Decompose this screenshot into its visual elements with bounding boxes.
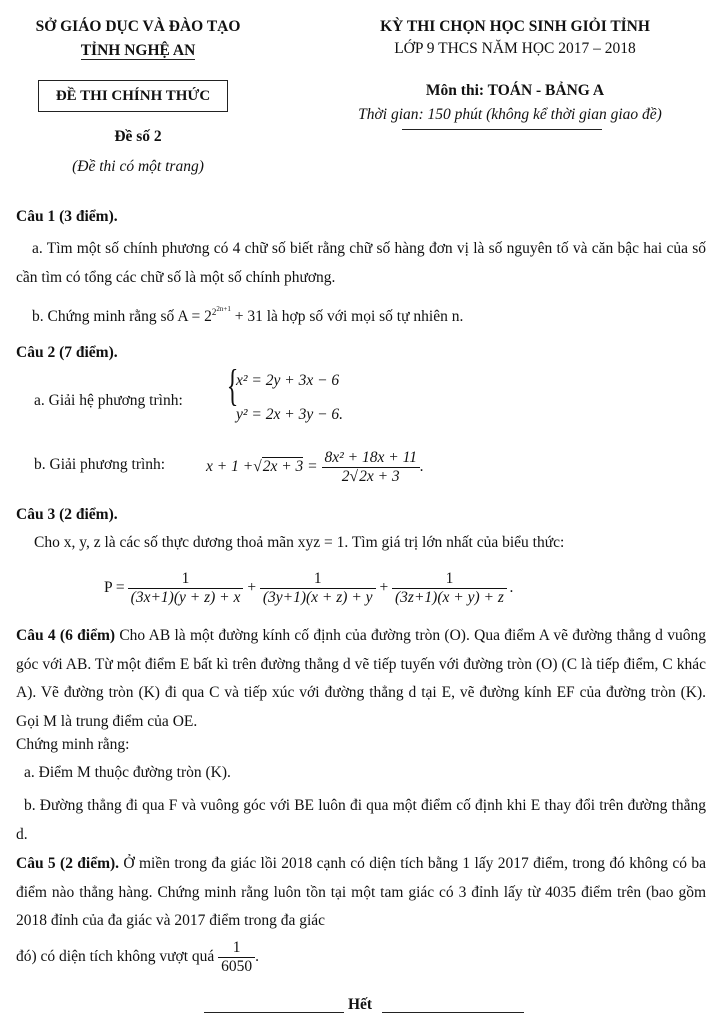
q3-expression <box>104 562 514 614</box>
q1-part-b <box>32 305 463 326</box>
pages-note: (Đề thi có một trang) <box>72 158 204 175</box>
end-marker: Hết <box>348 996 373 1013</box>
q1-b-pre: b. Chứng minh rằng số <box>32 308 178 326</box>
q3-P: P = <box>104 579 125 596</box>
time-underline <box>402 129 602 130</box>
q2-b-sqrt: √2x + 3 <box>253 458 304 475</box>
q3-num1: 1 <box>181 569 190 587</box>
q2-a-eq2: y² = 2x + 3y − 6. <box>236 406 344 423</box>
q1-b-exp2: 2n+1 <box>216 305 231 313</box>
exam-title: KỲ THI CHỌN HỌC SINH GIỎI TỈNH <box>380 18 650 35</box>
q5-fraction <box>218 939 255 976</box>
q4-prove: Chứng minh rằng: <box>16 736 130 753</box>
q2-title: Câu 2 (7 điểm). <box>16 344 118 361</box>
q1-part-a: a. Tìm một số chính phương có 4 chữ số biết rằng chữ số hàng đơn vị là số nguyên tố và căn bậc hai của số cần tìm có tổng các chữ số là một số chính phương. <box>16 240 706 286</box>
q2-b-lhs: x + 1 + <box>206 458 254 475</box>
q4-title: Câu 4 (6 điểm) <box>16 627 116 644</box>
q3-frac1 <box>128 570 244 607</box>
q3-intro: Cho x, y, z là các số thực dương thoả mãn xyz = 1. Tìm giá trị lớn nhất của biểu thức: <box>34 534 565 551</box>
q2-b-den-coef: 2 <box>341 467 350 485</box>
q2-b-end: . <box>419 458 424 475</box>
q3-title: Câu 3 (2 điểm). <box>16 506 118 523</box>
department-name: SỞ GIÁO DỤC VÀ ĐÀO TẠO <box>35 18 241 35</box>
q3-den2: (3y+1)(x + z) + y <box>260 588 376 607</box>
q2-b-numerator: 8x² + 18x + 11 <box>324 448 417 466</box>
q5-title: Câu 5 (2 điểm). <box>16 855 120 872</box>
q2-a-eq1: x² = 2y + 3x − 6 <box>236 372 340 389</box>
q5-tail <box>16 934 259 980</box>
q3-plus2: + <box>378 579 390 596</box>
q3-frac2 <box>260 570 376 607</box>
q3-end: . <box>509 579 514 596</box>
q1-b-formula <box>177 305 263 326</box>
province-name <box>18 42 258 60</box>
q2-a-label: a. Giải hệ phương trình: <box>34 392 183 409</box>
q3-num3: 1 <box>445 569 454 587</box>
q3-den1: (3x+1)(y + z) + x <box>128 588 244 607</box>
q2-b-denominator: 2√2x + 3 <box>322 467 420 486</box>
q4-text: Cho AB là một đường kính cố định của đường tròn (O). Qua điểm A vẽ đường thẳng d vuông góc với AB. Từ một điểm E bất kì trên đường thẳng d vẽ tiếp tuyến với đường tròn (O) (C là tiếp điểm, C khác A). Vẽ đường tròn (K) đi qua C và tiếp xúc với đường thẳng d tại E, vẽ đường kính EF của đường tròn (K). Gọi M là trung điểm của OE. <box>16 627 706 730</box>
q3-frac3 <box>392 570 507 607</box>
q2-a-brace: { <box>226 361 239 410</box>
q5-paragraph <box>16 850 706 936</box>
q2-b-equals: = <box>303 458 322 475</box>
q3-plus1: + <box>246 579 257 596</box>
exam-time: Thời gian: 150 phút (không kể thời gian giao đề) <box>358 106 662 123</box>
q5-denominator: 6050 <box>218 957 255 976</box>
q5-text: Ở miền trong đa giác lồi 2018 cạnh có diện tích bằng 1 lấy 2017 điểm, trong đó không có ba điểm nào thẳng hàng. Chứng minh rằng luôn tồn tại một tam giác có 3 đỉnh lấy từ 4035 điểm trên (bao gồm 2018 đỉnh của đa giác và 2017 điểm trong đa giác <box>16 855 706 929</box>
q2-b-equation <box>206 442 424 492</box>
footer-line-left <box>204 1012 344 1013</box>
q2-b-den-sqrt: 2x + 3 <box>359 467 400 485</box>
q1-b-base: A = 2 <box>177 308 212 326</box>
q5-numerator: 1 <box>232 938 241 956</box>
q3-num2: 1 <box>313 569 322 587</box>
footer-line-right <box>382 1012 524 1013</box>
exam-subject: Môn thi: TOÁN - BẢNG A <box>425 82 605 99</box>
exam-grade-year: LỚP 9 THCS NĂM HỌC 2017 – 2018 <box>394 40 636 57</box>
q5-end: . <box>255 948 260 965</box>
province-name-text: TỈNH NGHỆ AN <box>80 42 196 59</box>
q2-b-sqrt-content: 2x + 3 <box>262 458 304 475</box>
q1-b-exp1: 2 <box>211 307 217 317</box>
q2-b-label: b. Giải phương trình: <box>34 456 166 473</box>
q1-b-post: là hợp số với mọi số tự nhiên n. <box>262 308 464 326</box>
q5-tail-text: đó) có diện tích không vượt quá <box>16 948 219 965</box>
q2-b-fraction <box>322 449 420 486</box>
exam-number: Đề số 2 <box>114 128 162 145</box>
q4-part-a: a. Điểm M thuộc đường tròn (K). <box>24 764 231 781</box>
q1-title: Câu 1 (3 điểm). <box>16 208 118 225</box>
q4-paragraph <box>16 622 706 736</box>
q4-part-b: b. Đường thẳng đi qua F và vuông góc với BE luôn đi qua một điểm cố định khi E thay đổi trên đường thẳng d. <box>16 797 706 843</box>
q3-den3: (3z+1)(x + y) + z <box>392 588 507 607</box>
q1-b-tail: + 31 <box>230 308 263 326</box>
official-exam-box: ĐỀ THI CHÍNH THỨC <box>38 80 228 112</box>
